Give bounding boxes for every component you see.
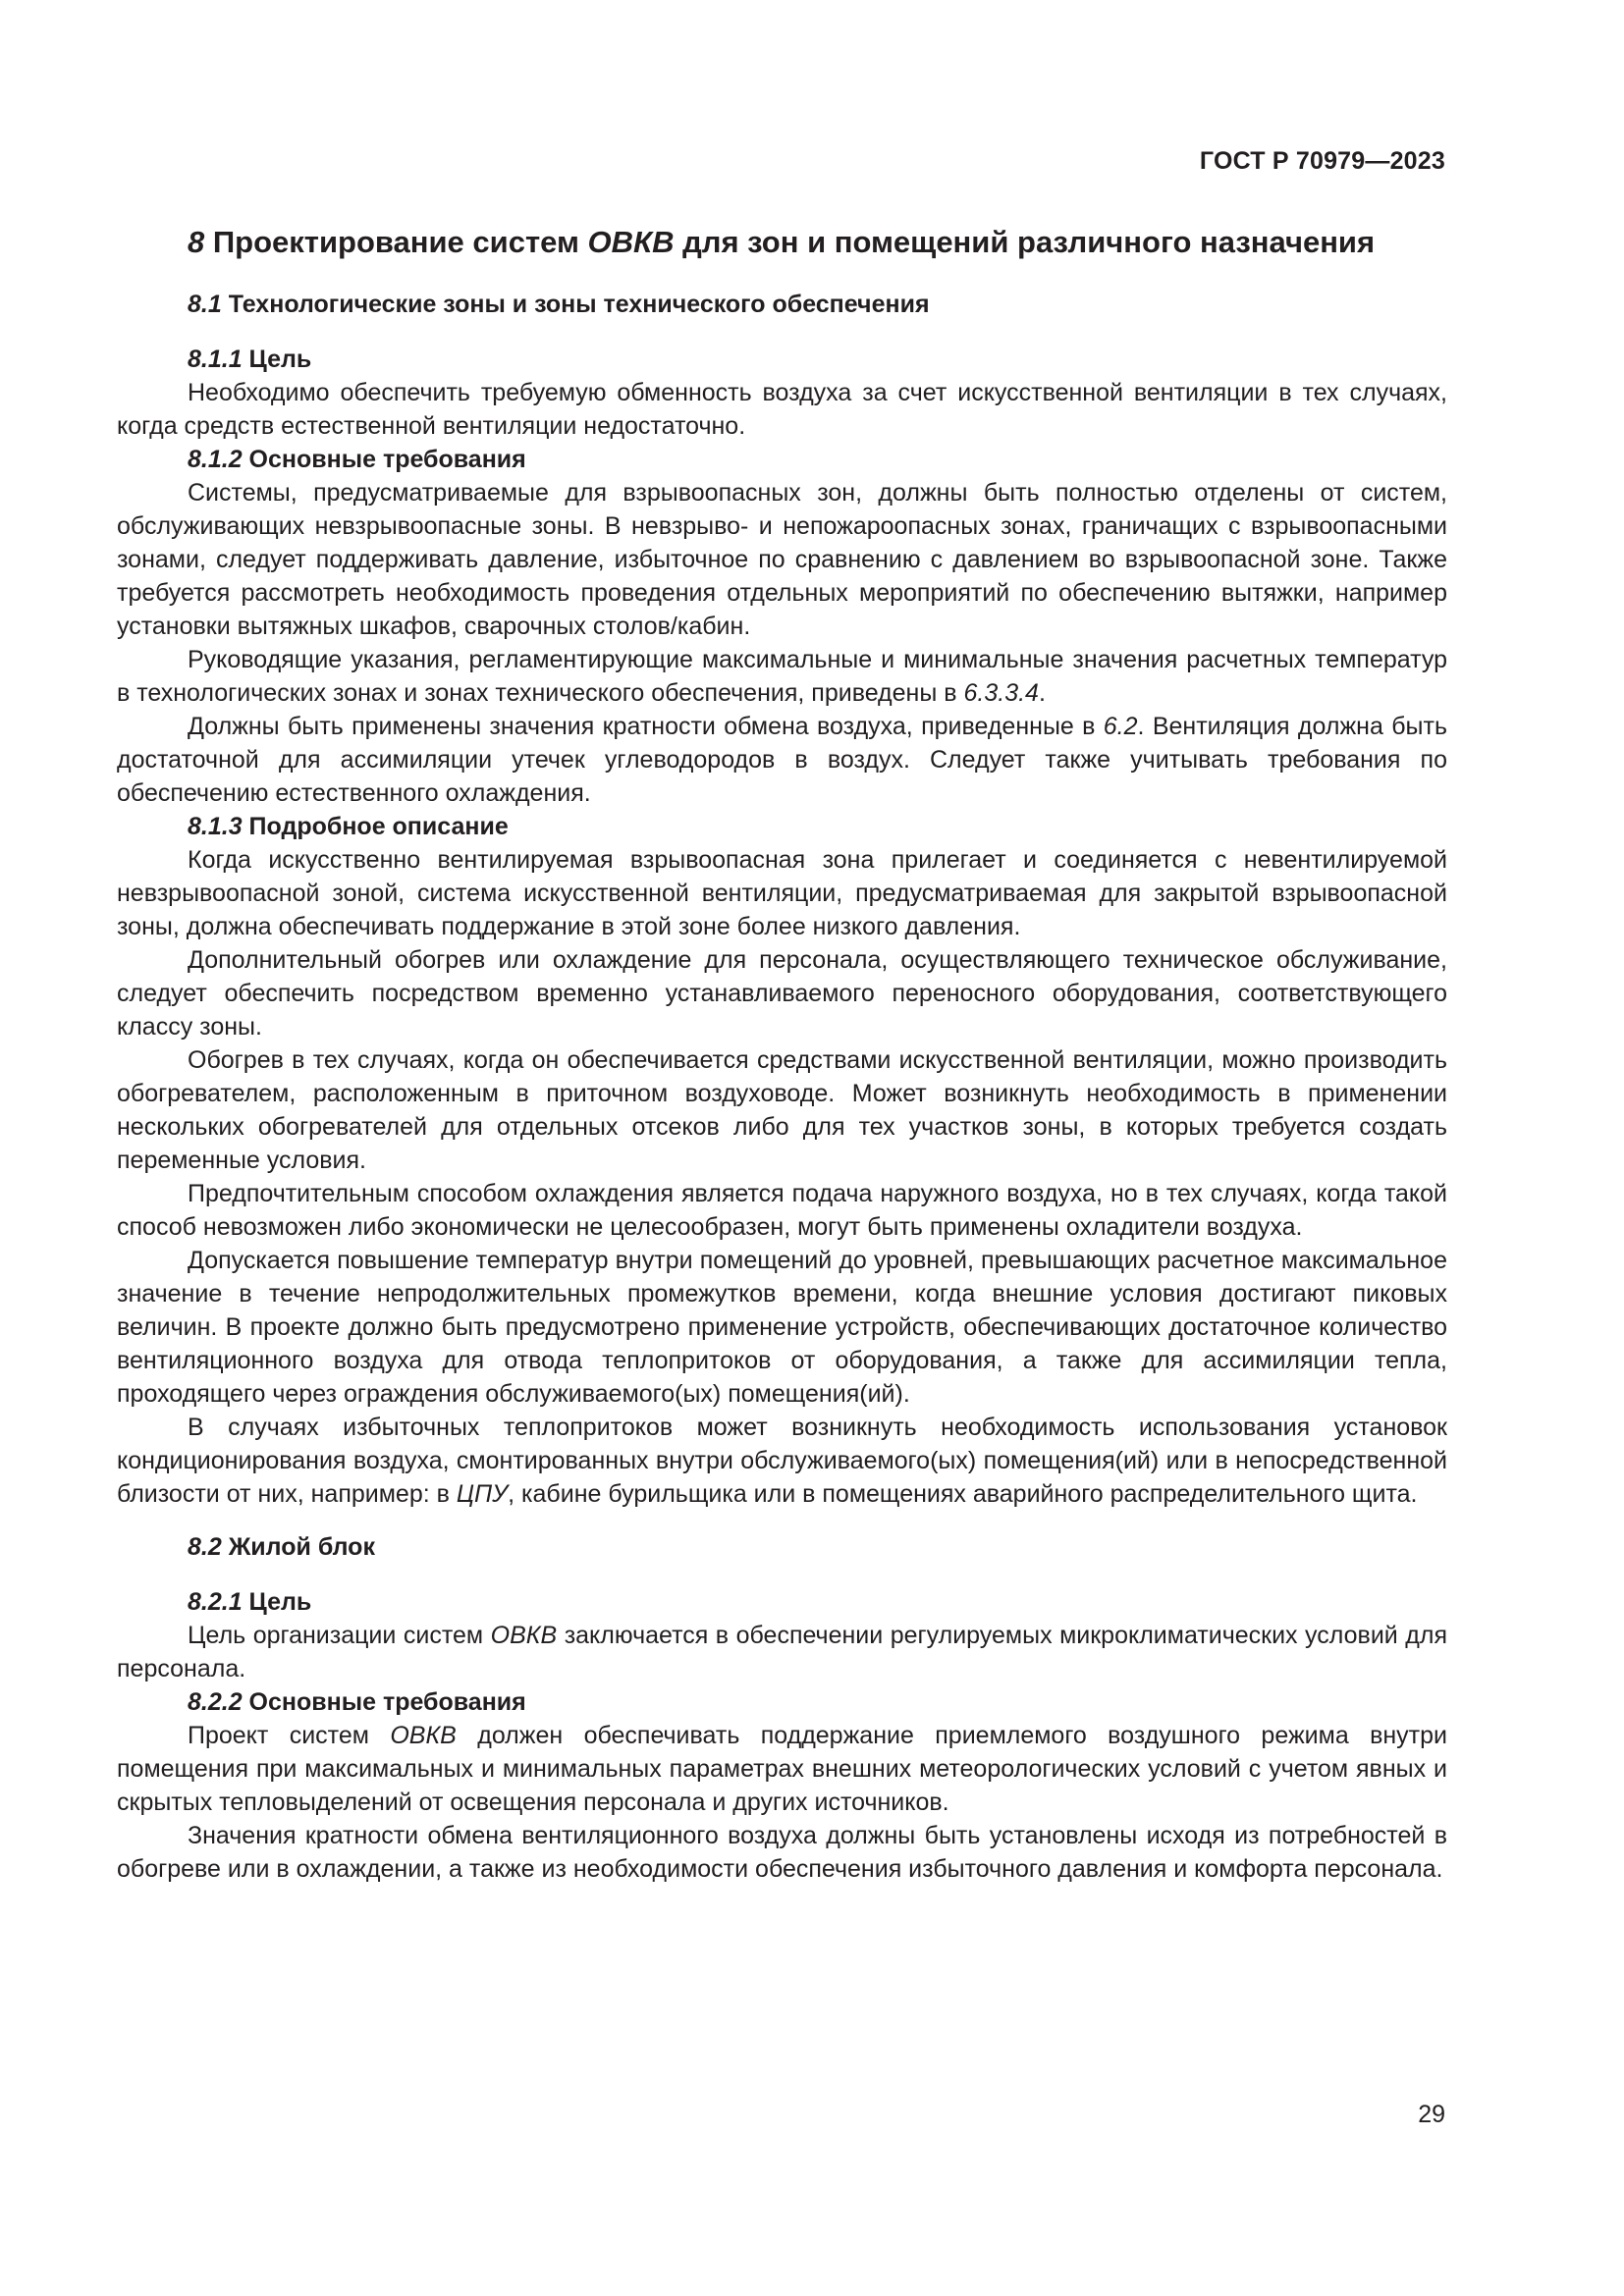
section-title: Проектирование систем (204, 225, 588, 259)
section-title: Основные требования (242, 1688, 526, 1716)
section-title-abbr: ОВКВ (587, 225, 675, 259)
paragraph: Значения кратности обмена вентиляционного воздуха должны быть установлены исходя из потребностей в обогреве или в охлаждении, а также из необходимости обеспечения избыточного давления и комфорта персонала. (117, 1822, 1447, 1883)
section-number: 8.1.1 (188, 346, 243, 373)
section-number: 8.1.3 (188, 813, 243, 840)
abbreviation: ОВКВ (490, 1622, 558, 1649)
text: заключается в обеспечении регулируемых микроклиматических условий для персонала. (117, 1622, 1447, 1682)
section-title: Цель (242, 346, 312, 373)
text: . (1038, 679, 1046, 707)
section-number: 8.1.2 (188, 446, 243, 473)
paragraph: Необходимо обеспечить требуемую обменность воздуха за счет искусственной вентиляции в тех случаях, когда средств естественной вентиляции недостаточно. (117, 379, 1447, 440)
section-title: Цель (242, 1588, 312, 1616)
paragraph: Системы, предусматриваемые для взрывоопасных зон, должны быть полностью отделены от систем, обслуживающих невзрывоопасные зоны. В невзрыво- и непожароопасных зонах, граничащих с взрывоопасными зонами, следует поддерживать давление, избыточное по сравнению с давлением во взрывоопасной зоне. Также требуется рассмотреть необходимость проведения отдельных мероприятий по обеспечению вытяжки, например установки вытяжных шкафов, сварочных столов/кабин. (117, 479, 1447, 640)
section-8-heading (188, 222, 1447, 262)
paragraph (117, 1411, 1447, 1511)
paragraph: Допускается повышение температур внутри помещений до уровней, превышающих расчетное максимальное значение в течение непродолжительных промежутков времени, когда внешние условия достигают пиковых величин. В проекте должно быть предусмотрено применение устройств, обеспечивающих достаточное количество вентиляционного воздуха для отвода теплопритоков от оборудования, а также для ассимиляции тепла, проходящего через ограждения обслуживаемого(ых) помещения(ий). (117, 1247, 1447, 1408)
clause-reference: 6.3.3.4 (963, 679, 1039, 707)
paragraph: Предпочтительным способом охлаждения является подача наружного воздуха, но в тех случаях, когда такой способ невозможен либо экономически не целесообразен, могут быть применены охладители воздуха. (117, 1180, 1447, 1241)
abbreviation: ЦПУ (456, 1480, 509, 1508)
abbreviation: ОВКВ (390, 1722, 457, 1749)
section-title: Технологические зоны и зоны технического обеспечения (221, 291, 930, 318)
section-8-1-2-heading (188, 443, 1447, 476)
text: , кабине бурильщика или в помещениях аварийного распределительного щита. (508, 1480, 1418, 1508)
text: Должны быть применены значения кратности обмена воздуха, приведенные в (188, 713, 1104, 740)
page-number: 29 (1418, 2101, 1445, 2128)
paragraph (117, 710, 1447, 810)
text: . Вентиляция должна быть достаточной для ассимиляции утечек углеводородов в воздух. Следует также учитывать требования по обеспечению естественного охлаждения. (117, 713, 1447, 807)
section-number: 8.2.2 (188, 1688, 243, 1716)
paragraph: Когда искусственно вентилируемая взрывоопасная зона прилегает и соединяется с невентилируемой невзрывоопасной зоной, система искусственной вентиляции, предусматриваемая для закрытой взрывоопасной зоны, должна обеспечивать поддержание в этой зоне более низкого давления. (117, 846, 1447, 940)
paragraph (117, 1719, 1447, 1819)
document-code: ГОСТ Р 70979—2023 (1199, 147, 1445, 175)
section-8-1-heading (188, 288, 1447, 321)
text: Цель организации систем (188, 1622, 491, 1649)
section-8-2-1-heading (188, 1585, 1447, 1619)
section-8-1-3-heading (188, 810, 1447, 843)
section-title: Жилой блок (221, 1533, 375, 1561)
paragraph: Дополнительный обогрев или охлаждение для персонала, осуществляющего техническое обслуживание, следует обеспечить посредством временно устанавливаемого переносного оборудования, соответствующего классу зоны. (117, 946, 1447, 1041)
section-title: Подробное описание (242, 813, 509, 840)
section-8-2-2-heading (188, 1685, 1447, 1719)
section-8-2-heading (188, 1530, 1447, 1564)
page-content (117, 222, 1447, 1886)
text: В случаях избыточных теплопритоков может возникнуть необходимость использования установок кондиционирования воздуха, смонтированных внутри обслуживаемого(ых) помещения(ий) или в непосредственной близости от них, например: в (117, 1414, 1447, 1508)
text: Проект систем (188, 1722, 391, 1749)
section-8-1-1-heading (188, 343, 1447, 376)
paragraph (117, 1619, 1447, 1685)
section-number: 8 (188, 225, 205, 259)
section-number: 8.2 (188, 1533, 222, 1561)
section-number: 8.1 (188, 291, 222, 318)
spacer (117, 1511, 1447, 1530)
paragraph (117, 643, 1447, 710)
section-number: 8.2.1 (188, 1588, 243, 1616)
text: Руководящие указания, регламентирующие максимальные и минимальные значения расчетных температур в технологических зонах и зонах технического обеспечения, приведены в (117, 646, 1447, 707)
section-title: Основные требования (242, 446, 526, 473)
section-title-rest: для зон и помещений различного назначения (674, 225, 1376, 259)
text: должен обеспечивать поддержание приемлемого воздушного режима внутри помещения при максимальных и минимальных параметрах внешних метеорологических условий с учетом явных и скрытых тепловыделений от освещения персонала и других источников. (117, 1722, 1448, 1816)
clause-reference: 6.2 (1103, 713, 1138, 740)
paragraph: Обогрев в тех случаях, когда он обеспечивается средствами искусственной вентиляции, можно производить обогревателем, расположенным в приточном воздуховоде. Может возникнуть необходимость в применении нескольких обогревателей для отдельных отсеков либо для тех участков зоны, в которых требуется создать переменные условия. (117, 1046, 1447, 1174)
